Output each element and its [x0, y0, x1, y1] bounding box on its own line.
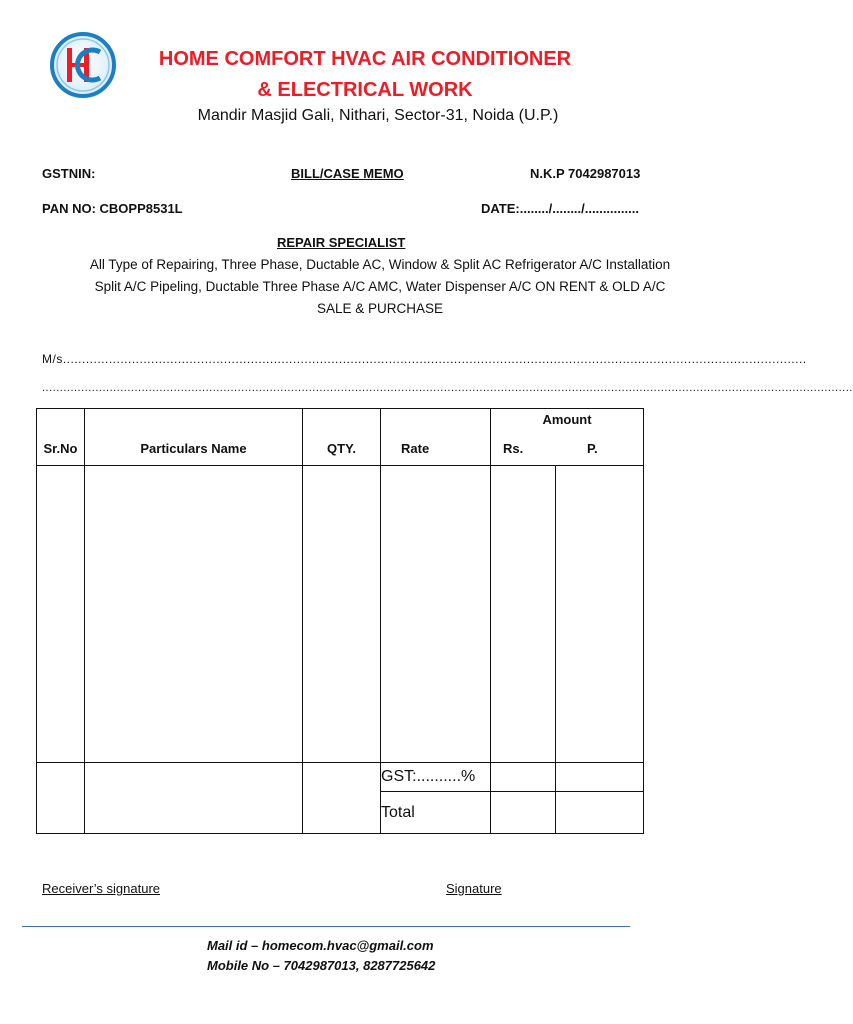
items-row — [37, 466, 644, 763]
bill-table — [36, 408, 644, 834]
services-line-1: All Type of Repairing, Three Phase, Ductable AC, Window & Split AC Refrigerator A/C Installation — [89, 257, 671, 272]
items-paise-cell[interactable] — [556, 466, 644, 763]
receiver-signature-label: Receiver’s signature — [42, 881, 161, 896]
amount-label: Amount — [542, 412, 592, 427]
services-heading: REPAIR SPECIALIST — [277, 235, 406, 250]
services-line-3: SALE & PURCHASE — [316, 301, 444, 316]
gst-qty-cell — [303, 763, 381, 834]
items-particulars-cell[interactable] — [85, 466, 303, 763]
items-qty-cell[interactable] — [303, 466, 381, 763]
col-amount-header — [491, 409, 644, 466]
footer-divider — [22, 926, 630, 927]
company-address: Mandir Masjid Gali, Nithari, Sector-31, Noida (U.P.) — [197, 107, 559, 124]
company-logo-icon — [50, 32, 116, 98]
footer-mobile: Mobile No – 7042987013, 8287725642 — [207, 958, 436, 973]
gst-srno-cell — [37, 763, 85, 834]
gst-rs-cell[interactable] — [491, 763, 556, 792]
footer-mail: Mail id – homecom.hvac@gmail.com — [207, 938, 434, 953]
contact-phone: N.K.P 7042987013 — [530, 166, 641, 181]
total-rs-cell[interactable] — [491, 792, 556, 834]
gst-particulars-cell — [85, 763, 303, 834]
items-rate-cell[interactable] — [381, 466, 491, 763]
items-srno-cell[interactable] — [37, 466, 85, 763]
rs-label: Rs. — [503, 441, 524, 456]
bill-title: BILL/CASE MEMO — [291, 166, 404, 181]
gst-paise-cell[interactable] — [556, 763, 644, 792]
gst-label[interactable]: GST:..........% — [381, 763, 491, 792]
col-qty-header: QTY. — [303, 409, 381, 466]
customer-name-field[interactable]: M/s.................................................................................................................................................................................................. — [42, 352, 807, 366]
col-srno-header: Sr.No — [37, 409, 85, 466]
date-field[interactable]: DATE:......../......../............... — [481, 201, 639, 216]
company-name-line1: HOME COMFORT HVAC AIR CONDITIONER — [158, 48, 572, 70]
total-label: Total — [381, 792, 491, 834]
company-name-line2: & ELECTRICAL WORK — [257, 79, 473, 101]
col-rate-header: Rate — [381, 409, 491, 466]
items-rs-cell[interactable] — [491, 466, 556, 763]
gst-row — [37, 763, 644, 792]
gstin-label: GSTNIN: — [42, 166, 96, 181]
customer-address-field[interactable]: .................................................................................................................................................................................................................................... — [42, 382, 853, 394]
services-line-2: Split A/C Pipeling, Ductable Three Phase A/C AMC, Water Dispenser A/C ON RENT & OLD A/C — [94, 279, 666, 294]
signature-label: Signature — [446, 881, 502, 896]
col-particulars-header: Particulars Name — [85, 409, 303, 466]
pan-number: PAN NO: CBOPP8531L — [42, 201, 183, 216]
total-paise-cell[interactable] — [556, 792, 644, 834]
table-header-row — [37, 409, 644, 466]
paise-label: P. — [587, 441, 598, 456]
